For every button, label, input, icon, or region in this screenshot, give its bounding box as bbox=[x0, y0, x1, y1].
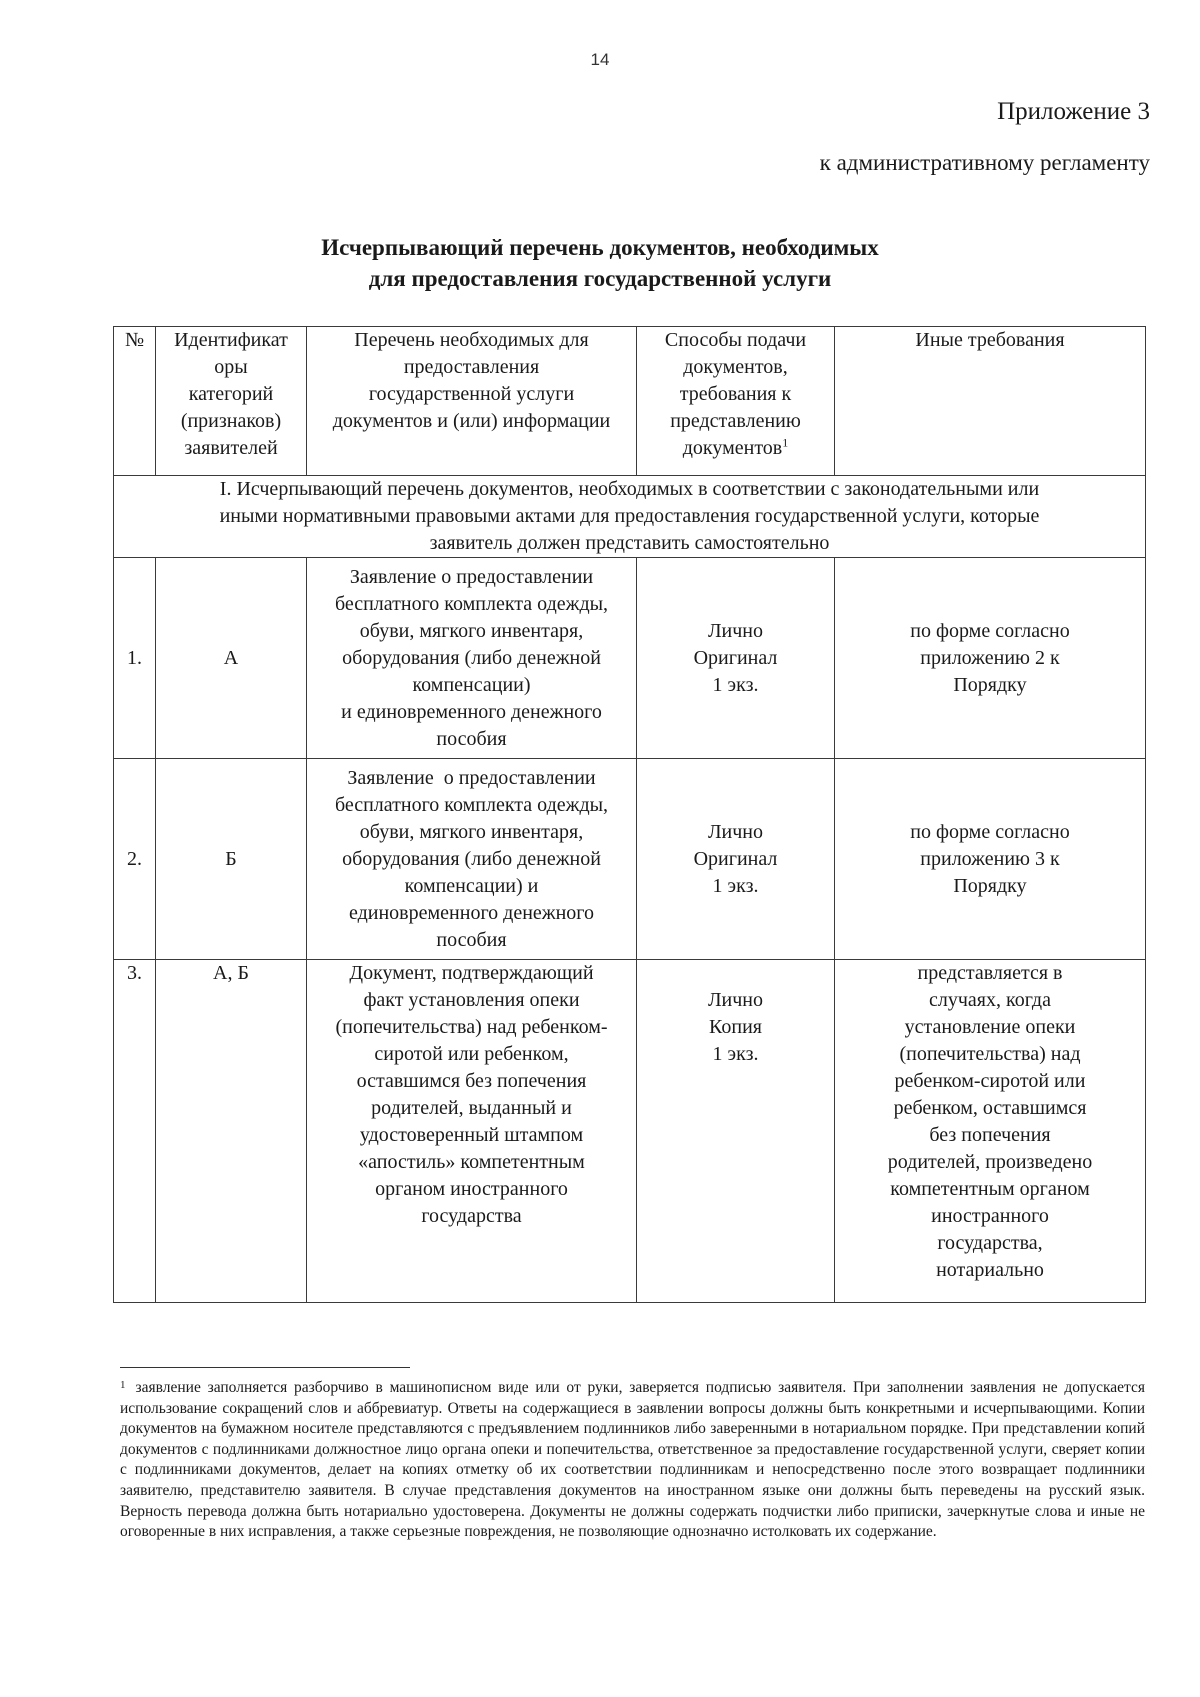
row-category: Б bbox=[156, 759, 307, 960]
cell-line: родителей, произведено bbox=[887, 1151, 1093, 1173]
appendix-title: Приложение 3 bbox=[997, 98, 1150, 125]
table-row bbox=[114, 759, 1146, 960]
cell-line: приложению 2 к bbox=[920, 646, 1060, 669]
cell-line: факт установления опеки bbox=[363, 989, 580, 1011]
cell-line: 1 экз. bbox=[712, 874, 759, 897]
cell-line: Оригинал bbox=[693, 646, 778, 669]
header-line: документов и (или) информации bbox=[332, 410, 611, 432]
cell-line: компенсации) bbox=[412, 673, 531, 696]
header-line: представлению bbox=[670, 410, 801, 432]
cell-line: Лично bbox=[707, 820, 764, 843]
header-line: Идентификат bbox=[174, 329, 288, 351]
cell-line: компенсации) и bbox=[404, 874, 539, 897]
section-line: иными нормативными правовыми актами для предоставления государственной услуги, которые bbox=[219, 505, 1040, 527]
footnote-divider bbox=[120, 1367, 410, 1368]
row-method bbox=[637, 759, 835, 960]
cell-line: случаях, когда bbox=[929, 989, 1051, 1011]
document-title-line: для предоставления государственной услуги bbox=[368, 266, 832, 291]
cell-line: «апостиль» компетентным bbox=[358, 1151, 585, 1173]
header-line: Способы подачи bbox=[664, 329, 807, 351]
cell-line: по форме согласно bbox=[910, 619, 1070, 642]
header-line: требования к bbox=[679, 383, 792, 405]
cell-line: обуви, мягкого инвентаря, bbox=[359, 820, 584, 843]
header-line bbox=[640, 435, 831, 462]
cell-line: и единовременного денежного bbox=[341, 700, 602, 723]
cell-line: (попечительства) над bbox=[899, 1043, 1081, 1065]
table-header-row bbox=[114, 327, 1146, 476]
cell-line: пособия bbox=[436, 727, 507, 750]
cell-line: Заявление о предоставлении bbox=[347, 766, 596, 789]
header-methods bbox=[637, 327, 835, 476]
footnote-reference: 1 bbox=[782, 435, 789, 450]
header-line: (признаков) bbox=[180, 410, 282, 432]
header-line: оры bbox=[214, 356, 248, 378]
table-row bbox=[114, 960, 1146, 1303]
row-other bbox=[835, 960, 1146, 1303]
row-category: А bbox=[156, 558, 307, 759]
cell-line: нотариально bbox=[936, 1259, 1044, 1281]
cell-line: Лично bbox=[707, 619, 764, 642]
cell-line: Порядку bbox=[953, 874, 1027, 897]
cell-line: органом иностранного bbox=[375, 1178, 568, 1200]
cell-line: сиротой или ребенком, bbox=[374, 1043, 569, 1065]
document-title bbox=[0, 232, 1200, 294]
page-number: 14 bbox=[590, 50, 610, 69]
cell-line: Документ, подтверждающий bbox=[349, 962, 594, 984]
header-line: заявителей bbox=[184, 437, 278, 459]
footnote bbox=[120, 1378, 1145, 1543]
document-title-line: Исчерпывающий перечень документов, необходимых bbox=[321, 235, 879, 260]
row-method bbox=[637, 960, 835, 1303]
header-line: Перечень необходимых для bbox=[354, 329, 589, 351]
cell-line: оборудования (либо денежной bbox=[342, 847, 601, 870]
row-number: 2. bbox=[114, 759, 156, 960]
header-line: предоставления bbox=[403, 356, 540, 378]
cell-line: 1 экз. bbox=[712, 1043, 759, 1065]
cell-line: приложению 3 к bbox=[920, 847, 1060, 870]
header-line: категорий bbox=[188, 383, 274, 405]
cell-line: компетентным органом bbox=[890, 1178, 1090, 1200]
cell-line bbox=[640, 960, 831, 987]
section-line: заявитель должен представить самостоятельно bbox=[429, 532, 830, 554]
cell-line: Порядку bbox=[953, 673, 1027, 696]
row-document bbox=[307, 759, 637, 960]
row-other bbox=[835, 759, 1146, 960]
row-document bbox=[307, 558, 637, 759]
cell-line: Копия bbox=[709, 1016, 762, 1038]
cell-line: государства, bbox=[937, 1232, 1043, 1254]
cell-line: государства bbox=[421, 1205, 522, 1227]
header-identifiers bbox=[156, 327, 307, 476]
appendix-subtitle: к административному регламенту bbox=[819, 150, 1150, 175]
cell-line: представляется в bbox=[917, 962, 1063, 984]
cell-line: без попечения bbox=[929, 1124, 1051, 1146]
row-method bbox=[637, 558, 835, 759]
cell-line: оборудования (либо денежной bbox=[342, 646, 601, 669]
row-number: 3. bbox=[114, 960, 156, 1303]
footnote-mark: 1 bbox=[120, 1379, 126, 1391]
footnote-text: заявление заполняется разборчиво в машинописном виде или от руки, заверяется подписью заявителя. При заполнении заявления не допускается использование сокращений слов и аббревиатур. Ответы на содержащиеся в заявлении вопросы должны быть конкретными и исчерпывающими. Копии документов на бумажном носителе представляются с предъявлением подлинников либо заверенными в нотариальном порядке. При представлении копий документов с подлинниками должностное лицо органа опеки и попечительства, ответственное за предоставление государственной услуги, сверяет копии с подлинниками документов, делает на копиях отметку об их соответствии подлинникам и непосредственно после этого возвращает подлинники заявителю, представителю заявителя. В случае представления документов на иностранном языке они должны быть переведены на русский язык. Верность перевода должна быть нотариально удостоверена. Документы не должны содержать подчистки либо приписки, зачеркнутые слова и иные не оговоренные в них исправления, а также серьезные повреждения, не позволяющие однозначно истолковать их содержание. bbox=[120, 1379, 1145, 1541]
header-other: Иные требования bbox=[835, 327, 1146, 476]
header-number: № bbox=[114, 327, 156, 476]
section-line: I. Исчерпывающий перечень документов, необходимых в соответствии с законодательными или bbox=[219, 478, 1040, 500]
cell-line: (попечительства) над ребенком- bbox=[335, 1016, 608, 1038]
cell-line: по форме согласно bbox=[910, 820, 1070, 843]
header-documents bbox=[307, 327, 637, 476]
cell-line: ребенком, оставшимся bbox=[893, 1097, 1087, 1119]
table-row bbox=[114, 558, 1146, 759]
cell-line: Оригинал bbox=[693, 847, 778, 870]
cell-line: Лично bbox=[707, 989, 764, 1011]
row-other bbox=[835, 558, 1146, 759]
cell-line: обуви, мягкого инвентаря, bbox=[359, 619, 584, 642]
cell-line: 1 экз. bbox=[712, 673, 759, 696]
section-row bbox=[114, 476, 1146, 558]
cell-line: пособия bbox=[436, 928, 507, 951]
cell-line: оставшимся без попечения bbox=[356, 1070, 587, 1092]
cell-line: бесплатного комплекта одежды, bbox=[334, 592, 609, 615]
row-category: А, Б bbox=[156, 960, 307, 1303]
cell-line: родителей, выданный и bbox=[371, 1097, 572, 1119]
cell-line: удостоверенный штампом bbox=[359, 1124, 584, 1146]
cell-line: бесплатного комплекта одежды, bbox=[334, 793, 609, 816]
row-number: 1. bbox=[114, 558, 156, 759]
cell-line: установление опеки bbox=[904, 1016, 1076, 1038]
cell-line: ребенком-сиротой или bbox=[894, 1070, 1086, 1092]
cell-line: иностранного bbox=[931, 1205, 1049, 1227]
row-document bbox=[307, 960, 637, 1303]
cell-line: единовременного денежного bbox=[348, 901, 595, 924]
header-line: документов, bbox=[683, 356, 788, 378]
header-line-text: документов bbox=[682, 437, 783, 459]
section-title bbox=[114, 476, 1146, 558]
documents-table bbox=[113, 326, 1146, 1303]
header-line: государственной услуги bbox=[368, 383, 575, 405]
cell-line: Заявление о предоставлении bbox=[349, 565, 594, 588]
